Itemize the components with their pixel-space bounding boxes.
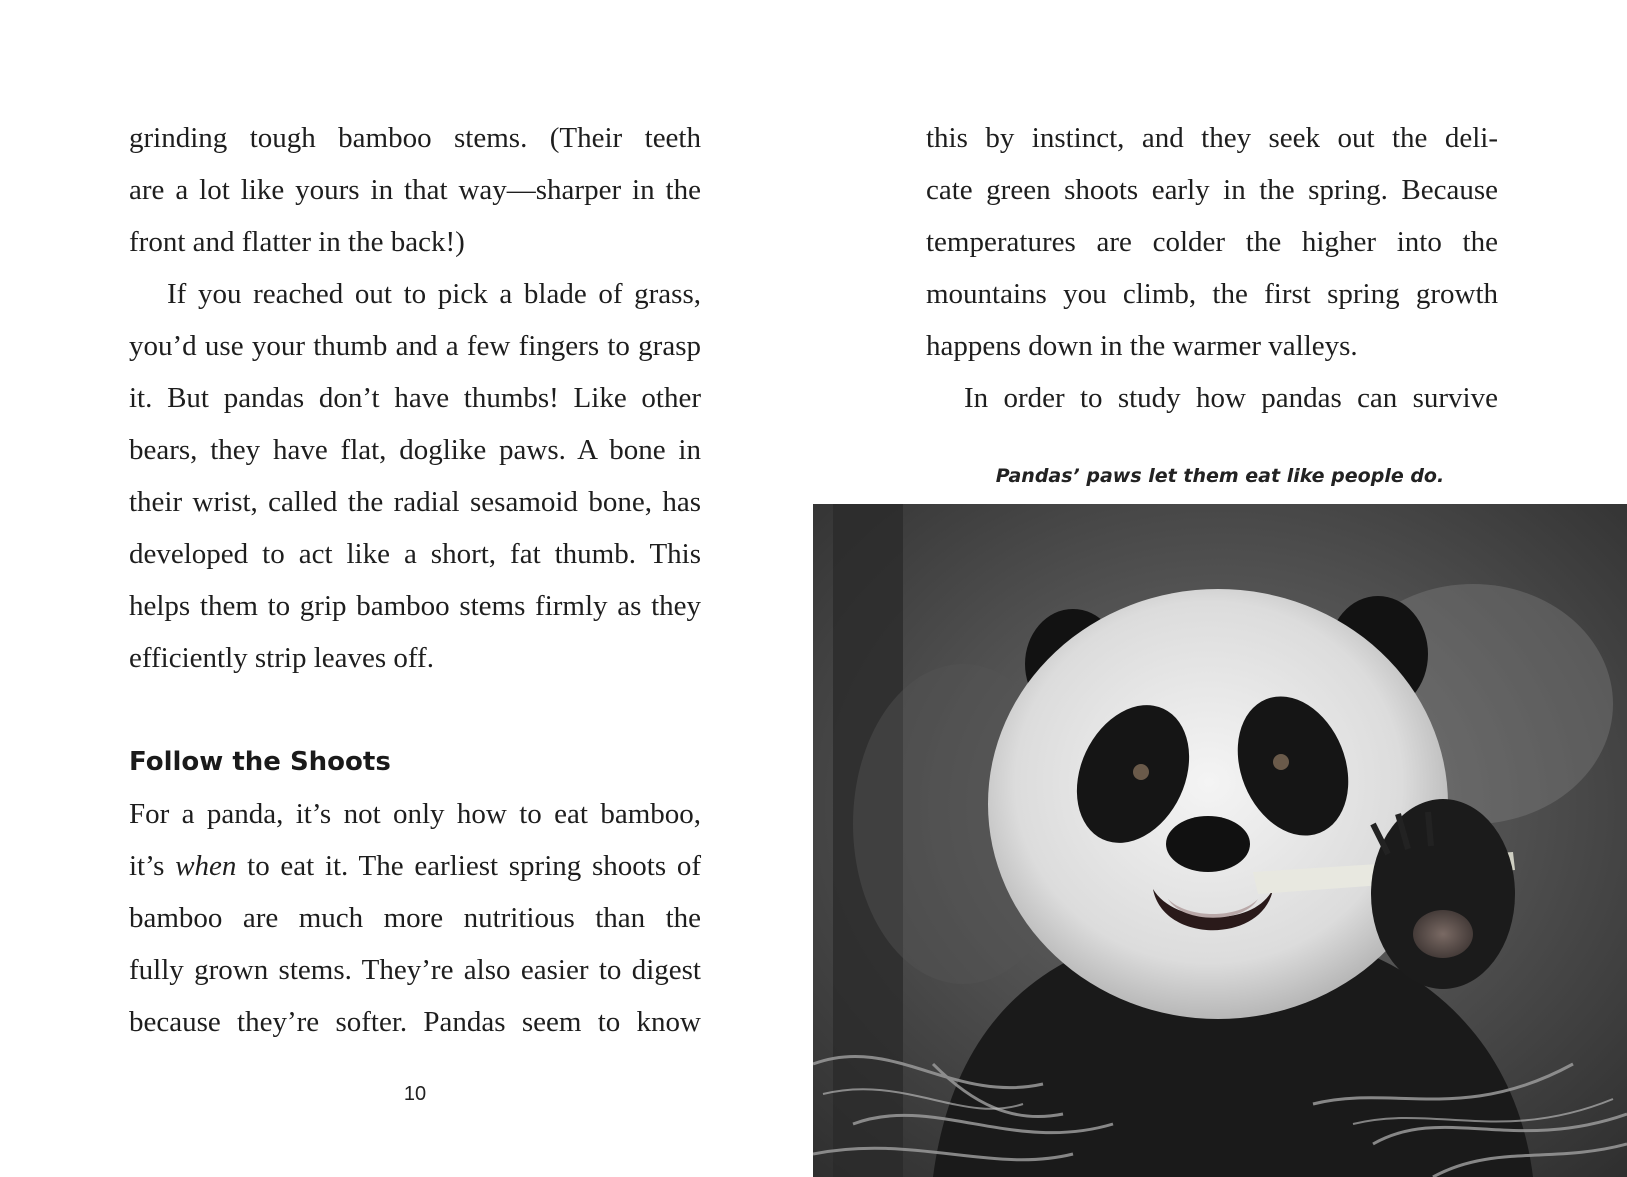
section-gap	[129, 684, 701, 736]
body-text-line: happens down in the warmer valleys.	[926, 330, 1358, 362]
body-text-line: are a lot like yours in that way—sharper in the	[129, 174, 701, 206]
body-text-line: helps them to grip bamboo stems firmly as they	[129, 590, 701, 622]
body-text-line: you’d use your thumb and a few fingers to grasp	[129, 330, 701, 362]
body-text-line: fully grown stems. They’re also easier to digest	[129, 954, 701, 986]
body-text-line: bamboo are much more nutritious than the	[129, 902, 701, 934]
panda-illustration	[813, 504, 1627, 1177]
body-text-line: efficiently strip leaves off.	[129, 642, 434, 674]
body-text-line: temperatures are colder the higher into the	[926, 226, 1498, 258]
right-column	[926, 112, 1498, 424]
text-rest: to eat it. The earliest spring shoots of	[247, 850, 701, 882]
body-text-line: In order to study how pandas can survive	[964, 382, 1498, 414]
body-text-line-with-emphasis	[129, 840, 701, 892]
body-text-line: If you reached out to pick a blade of grass,	[167, 278, 701, 310]
body-text-line: For a panda, it’s not only how to eat bamboo,	[129, 798, 701, 830]
body-text-line: grinding tough bamboo stems. (Their teeth	[129, 122, 701, 154]
text-prefix: it’s	[129, 850, 176, 882]
body-text-line: mountains you climb, the first spring growth	[926, 278, 1498, 310]
body-text-line: developed to act like a short, fat thumb. This	[129, 538, 701, 570]
page-number: 10	[403, 1083, 427, 1105]
emphasis-word: when	[175, 850, 237, 882]
body-text-line: it. But pandas don’t have thumbs! Like other	[129, 382, 701, 414]
photo-caption: Pandas’ paws let them eat like people do.	[995, 465, 1445, 487]
body-text-line: because they’re softer. Pandas seem to know	[129, 1006, 701, 1038]
body-text-line: this by instinct, and they seek out the deli-	[926, 122, 1498, 154]
body-text-line: bears, they have flat, doglike paws. A bone in	[129, 434, 701, 466]
body-text-line: cate green shoots early in the spring. Because	[926, 174, 1498, 206]
body-text-line: their wrist, called the radial sesamoid bone, has	[129, 486, 701, 518]
section-heading: Follow the Shoots	[129, 747, 391, 777]
left-column	[129, 112, 701, 1048]
panda-photo	[813, 504, 1627, 1177]
body-text-line: front and flatter in the back!)	[129, 226, 465, 258]
